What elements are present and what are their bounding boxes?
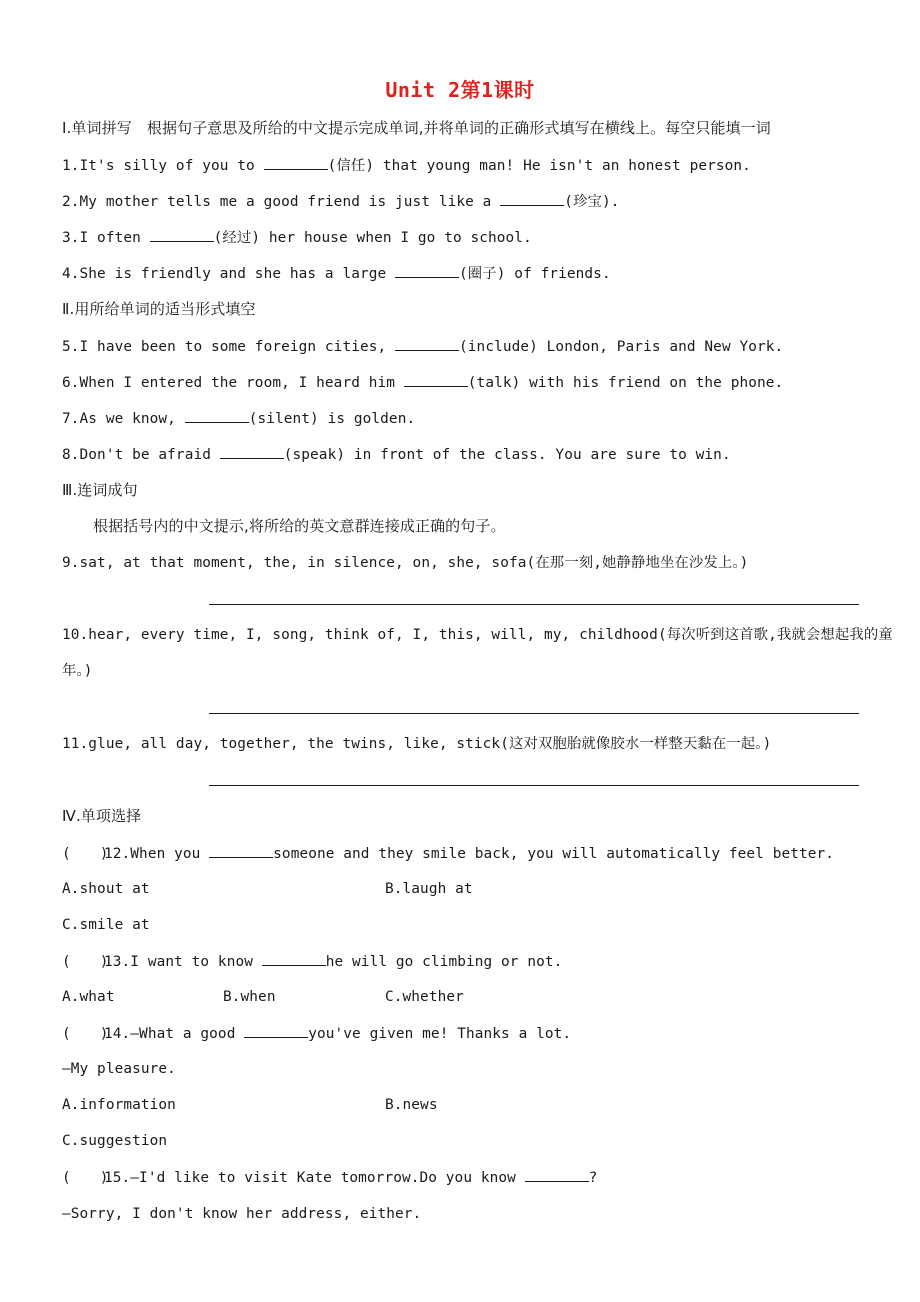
answer-line-11[interactable] — [209, 785, 859, 786]
question-2: 2.My mother tells me a good friend is just like a (珍宝). — [62, 191, 619, 212]
section4-heading: Ⅳ.单项选择 — [62, 807, 142, 825]
blank-1[interactable] — [264, 155, 328, 170]
question-5: 5.I have been to some foreign cities, (include) London, Paris and New York. — [62, 336, 783, 357]
question-9: 9.sat, at that moment, the, in silence, on, she, sofa(在那一刻,她静静地坐在沙发上。) — [62, 555, 749, 571]
section3-heading: Ⅲ.连词成句 — [62, 481, 138, 499]
blank-15 — [525, 1167, 589, 1182]
blank-14 — [244, 1023, 308, 1038]
question-4: 4.She is friendly and she has a large (圈子) of friends. — [62, 263, 611, 284]
option-12c[interactable]: C.smile at — [62, 917, 150, 933]
option-14a[interactable]: A.information — [62, 1097, 176, 1113]
question-6: 6.When I entered the room, I heard him (talk) with his friend on the phone. — [62, 372, 783, 393]
question-11: 11.glue, all day, together, the twins, like, stick(这对双胞胎就像胶水一样整天黏在一起。) — [62, 736, 772, 752]
question-3: 3.I often (经过) her house when I go to school. — [62, 227, 532, 248]
answer-paren-13[interactable]: ( ) — [62, 954, 109, 970]
question-15: ( )15.—I'd like to visit Kate tomorrow.Do you know ? — [62, 1167, 597, 1188]
question-1: 1.It's silly of you to (信任) that young man! He isn't an honest person. — [62, 155, 751, 176]
blank-8[interactable] — [220, 444, 284, 459]
question-15-reply: —Sorry, I don't know her address, either. — [62, 1206, 422, 1222]
blank-6[interactable] — [404, 372, 468, 387]
question-14: ( )14.—What a good you've given me! Thanks a lot. — [62, 1023, 571, 1044]
blank-3[interactable] — [150, 227, 214, 242]
option-13b[interactable]: B.when — [223, 989, 276, 1005]
blank-7[interactable] — [185, 408, 249, 423]
blank-5[interactable] — [395, 336, 459, 351]
blank-13 — [262, 951, 326, 966]
answer-paren-15[interactable]: ( ) — [62, 1170, 109, 1186]
section1-heading: Ⅰ.单词拼写 根据句子意思及所给的中文提示完成单词,并将单词的正确形式填写在横线上。每空只能填一词 — [62, 119, 771, 137]
answer-paren-14[interactable]: ( ) — [62, 1026, 109, 1042]
section2-heading: Ⅱ.用所给单词的适当形式填空 — [62, 300, 256, 318]
question-13: ( )13.I want to know he will go climbing or not. — [62, 951, 562, 972]
question-7: 7.As we know, (silent) is golden. — [62, 408, 415, 429]
section3-instruction: 根据括号内的中文提示,将所给的英文意群连接成正确的句子。 — [93, 517, 506, 535]
blank-2[interactable] — [500, 191, 564, 206]
question-8: 8.Don't be afraid (speak) in front of the class. You are sure to win. — [62, 444, 731, 465]
option-12a[interactable]: A.shout at — [62, 881, 150, 897]
question-10: 10.hear, every time, I, song, think of, I, this, will, my, childhood(每次听到这首歌,我就会想起我的童 — [62, 627, 893, 643]
option-13a[interactable]: A.what — [62, 989, 115, 1005]
blank-4[interactable] — [395, 263, 459, 278]
question-10-continued: 年。) — [62, 663, 93, 679]
question-14-reply: —My pleasure. — [62, 1061, 176, 1077]
option-12b[interactable]: B.laugh at — [385, 881, 473, 897]
answer-line-9[interactable] — [209, 604, 859, 605]
option-14b[interactable]: B.news — [385, 1097, 438, 1113]
option-13c[interactable]: C.whether — [385, 989, 464, 1005]
page-title: Unit 2第1课时 — [385, 78, 535, 102]
question-12: ( )12.When you someone and they smile back, you will automatically feel better. — [62, 843, 834, 864]
answer-paren-12[interactable]: ( ) — [62, 846, 109, 862]
answer-line-10[interactable] — [209, 713, 859, 714]
option-14c[interactable]: C.suggestion — [62, 1133, 168, 1149]
blank-12 — [209, 843, 273, 858]
